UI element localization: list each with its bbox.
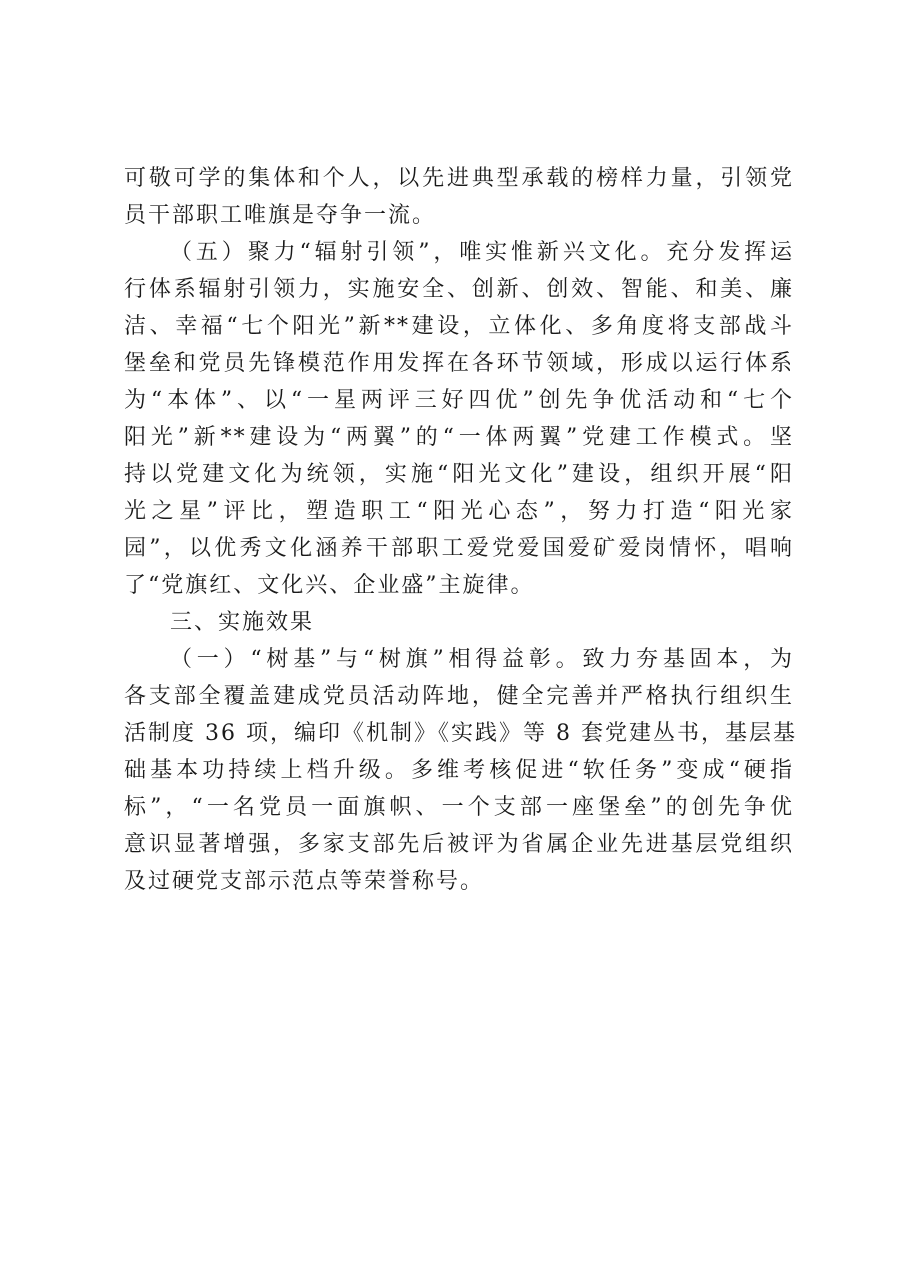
text-line: 标”，“一名党员一面旗帜、一个支部一座堡垒”的创先争优: [124, 795, 794, 820]
text-line: 行体系辐射引领力，实施安全、创新、创效、智能、和美、廉: [124, 277, 794, 302]
text-line: （一）“树基”与“树旗”相得益彰。致力夯基固本，为: [170, 647, 794, 672]
text-line: 为“本体”、以“一星两评三好四优”创先争优活动和“七个: [124, 388, 794, 413]
text-line: 园”，以优秀文化涵养干部职工爱党爱国爱矿爱岗情怀，唱响: [124, 536, 794, 561]
text-line: 堡垒和党员先锋模范作用发挥在各环节领域，形成以运行体系: [124, 351, 794, 376]
text-line: 员干部职工唯旗是夺争一流。: [124, 203, 437, 228]
text-line: 活制度 36 项，编印《机制》《实践》等 8 套党建丛书，基层基: [124, 721, 797, 746]
text-line: 了“党旗红、文化兴、企业盛”主旋律。: [124, 573, 535, 598]
text-line: 阳光”新**建设为“两翼”的“一体两翼”党建工作模式。坚: [124, 425, 794, 450]
text-line: 可敬可学的集体和个人，以先进典型承载的榜样力量，引领党: [124, 166, 794, 191]
text-line: 光之星”评比，塑造职工“阳光心态”，努力打造“阳光家: [124, 499, 794, 524]
text-line: 意识显著增强，多家支部先后被评为省属企业先进基层党组织: [124, 832, 794, 857]
text-line: 础基本功持续上档升级。多维考核促进“软任务”变成“硬指: [124, 758, 794, 783]
text-line: （五）聚力“辐射引领”，唯实惟新兴文化。充分发挥运: [170, 240, 794, 265]
text-line: 洁、幸福“七个阳光”新**建设，立体化、多角度将支部战斗: [124, 314, 794, 339]
text-line: 持以党建文化为统领，实施“阳光文化”建设，组织开展“阳: [124, 462, 794, 487]
text-line: 三、实施效果: [170, 610, 315, 635]
text-line: 及过硬党支部示范点等荣誉称号。: [124, 869, 485, 894]
text-line: 各支部全覆盖建成党员活动阵地，健全完善并严格执行组织生: [124, 684, 794, 709]
document-body: [124, 160, 797, 900]
